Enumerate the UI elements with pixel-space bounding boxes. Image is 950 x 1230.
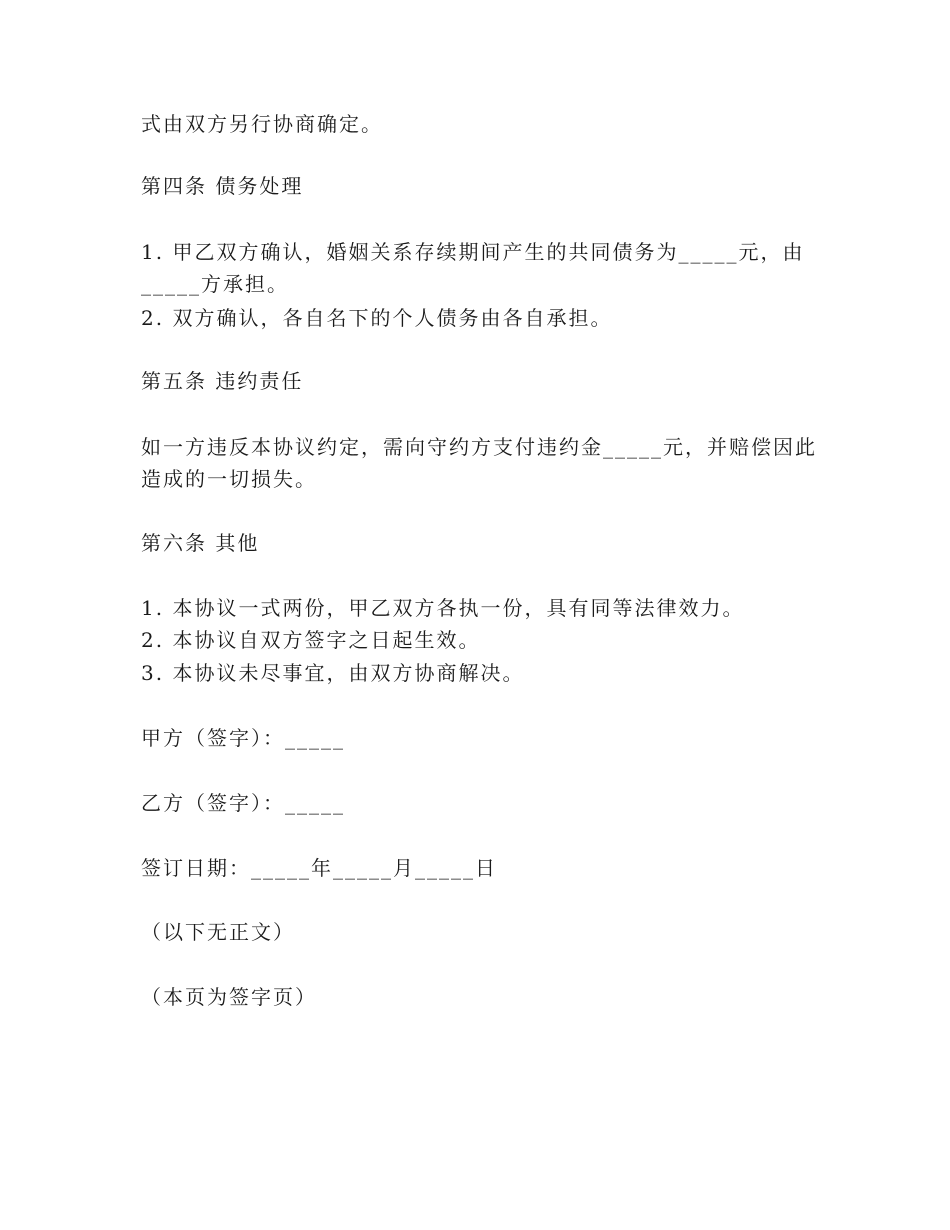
no-more-text-note: （以下无正文） [141, 920, 295, 944]
signature-page-note: （本页为签字页） [141, 985, 317, 1009]
article-4-item-1-line-2: _____方承担。 [141, 272, 289, 296]
party-b-signature: 乙方（签字）：_____ [141, 791, 345, 815]
article-5-line-1: 如一方违反本协议约定，需向守约方支付违约金_____元，并赔偿因此 [141, 435, 817, 459]
article-6-item-3: 3. 本协议未尽事宜，由双方协商解决。 [141, 661, 525, 685]
article-5-heading: 第五条 违约责任 [141, 369, 304, 393]
article-4-item-1-line-1: 1. 甲乙双方确认，婚姻关系存续期间产生的共同债务为_____元，由 [141, 240, 805, 264]
article-6-heading: 第六条 其他 [141, 531, 260, 555]
article-6-item-2: 2. 本协议自双方签字之日起生效。 [141, 628, 481, 652]
article-4-heading: 第四条 债务处理 [141, 174, 304, 198]
signing-date: 签订日期：_____年_____月_____日 [141, 856, 497, 880]
article-4-item-2: 2. 双方确认，各自名下的个人债务由各自承担。 [141, 306, 613, 330]
article-6-item-1: 1. 本协议一式两份，甲乙双方各执一份，具有同等法律效力。 [141, 596, 745, 620]
party-a-signature: 甲方（签字）：_____ [141, 726, 345, 750]
continuation-text: 式由双方另行协商确定。 [141, 112, 383, 136]
article-5-line-2: 造成的一切损失。 [141, 467, 317, 491]
